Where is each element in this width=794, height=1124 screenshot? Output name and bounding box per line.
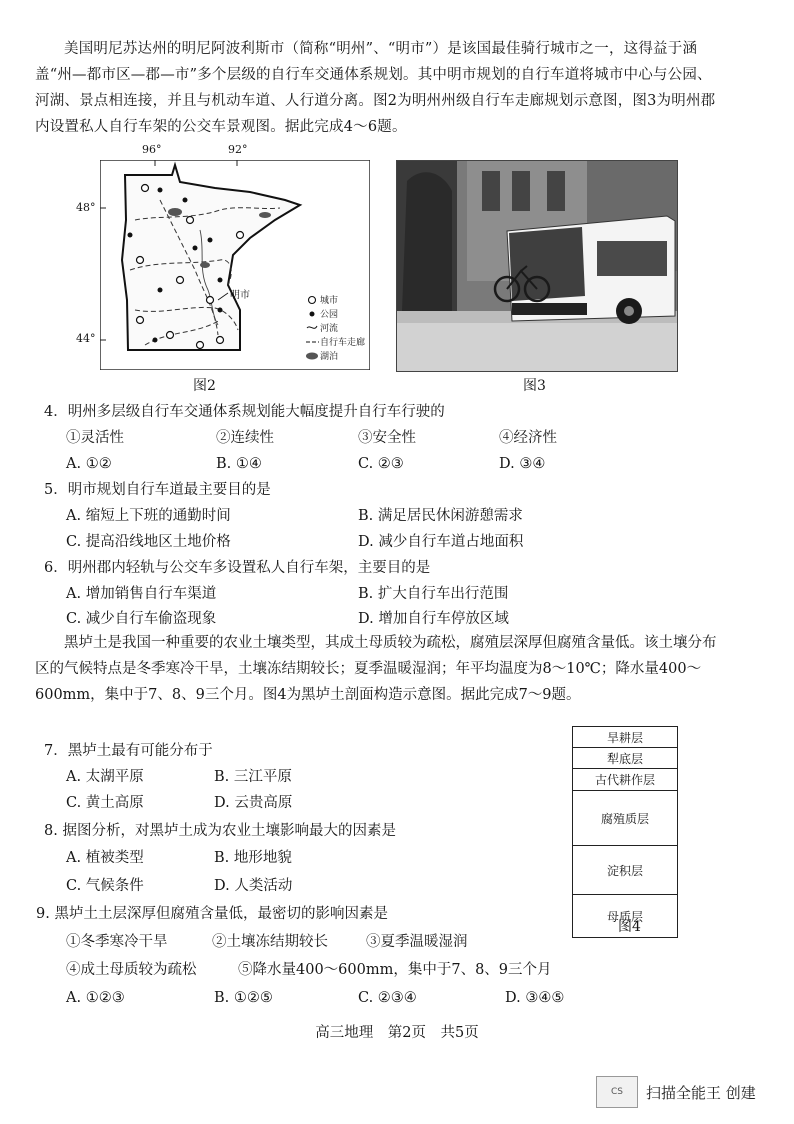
q6-option-a: A. 增加销售自行车渠道 [66,586,217,602]
lat-label-48: 48° [76,201,96,214]
lat-label-44: 44° [76,332,96,345]
q5-option-b: B. 满足居民休闲游憩需求 [358,508,523,524]
question-4-stem: 4．明州多层级自行车交通体系规划能大幅度提升自行车行驶的 [44,404,445,420]
q6-option-d: D. 增加自行车停放区域 [358,611,509,627]
map-figure [76,143,370,370]
soil-profile-figure [572,726,678,938]
soil-layer-plow-pan: 犁底层 [573,748,677,769]
q9-item-1: ①冬季寒冷干旱 [66,934,168,950]
q6-option-c: C. 减少自行车偷盗现象 [66,611,217,627]
q4-option-b: B. ①④ [216,456,262,472]
figure-4-caption: 图4 [618,919,641,935]
q5-option-d: D. 减少自行车道占地面积 [358,534,524,550]
q4-item-1: ①灵活性 [66,430,124,446]
question-8-stem: 8. 据图分析，对黑垆土成为农业土壤影响最大的因素是 [44,823,396,839]
q8-option-c: C. 气候条件 [66,878,144,894]
legend-park: 公园 [320,310,339,320]
watermark-label: 扫描全能王 创建 [646,1083,756,1102]
question-9-stem: 9. 黑垆土土层深厚但腐殖含量低，最密切的影响因素是 [36,906,388,922]
lon-label-92: 92° [228,143,248,156]
q4-item-4: ④经济性 [499,430,557,446]
bus-photo [396,160,678,372]
figure-2-caption: 图2 [193,378,216,394]
intro-paragraph-2: 黑垆土是我国一种重要的农业土壤类型，其成土母质较为疏松，腐殖层深厚但腐殖含量低。该土壤分布区的气候特点是冬季寒冷干旱，土壤冻结期较长；夏季温暖湿润；年平均温度为8～10℃；降水量400～600mm，集中于7、8、9三个月。图4为黑垆土剖面构造示意图。据此完成7～9题。 [35,635,717,703]
soil-layer-ancient-tillage: 古代耕作层 [573,769,677,791]
q9-option-a: A. ①②③ [66,990,125,1006]
q4-item-2: ②连续性 [216,430,274,446]
q5-option-c: C. 提高沿线地区土地价格 [66,534,231,550]
question-7-stem: 7．黑垆土最有可能分布于 [44,743,213,759]
intro-paragraph: 美国明尼苏达州的明尼阿波利斯市（简称“明州”、“明市”）是该国最佳骑行城市之一，这得益于涵盖“州—都市区—郡—市”多个层级的自行车交通体系规划。其中明市规划的自行车道将城市中心与公园、河湖、景点相连接，并且与机动车道、人行道分离。图2为明州州级自行车走廊规划示意图，图3为明州郡内设置私人自行车架的公交车景观图。据此完成4～6题。 [35,41,716,135]
q7-option-b: B. 三江平原 [214,769,292,785]
page-footer: 高三地理 第2页 共5页 [315,1025,479,1041]
soil-layer-dry-tillage: 旱耕层 [573,727,677,748]
q4-option-d: D. ③④ [499,456,546,472]
q9-option-b: B. ①②⑤ [214,990,273,1006]
question-5-stem: 5．明市规划自行车道最主要目的是 [44,482,271,498]
legend-lake: 湖泊 [320,352,339,362]
q9-option-d: D. ③④⑤ [505,990,565,1006]
legend-city: 城市 [320,296,339,306]
q9-item-2: ②土壤冻结期较长 [212,934,328,950]
q9-option-c: C. ②③④ [358,990,417,1006]
q9-item-3: ③夏季温暖湿润 [366,934,468,950]
soil-layer-parent-material: 母质层 [606,909,643,924]
q6-option-b: B. 扩大自行车出行范围 [358,586,509,602]
q7-option-c: C. 黄土高原 [66,795,144,811]
question-6-stem: 6．明州郡内轻轨与公交车多设置私人自行车架，主要目的是 [44,560,431,576]
q9-item-5: ⑤降水量400～600mm，集中于7、8、9三个月 [238,962,552,978]
q8-option-d: D. 人类活动 [214,878,293,894]
q9-item-4: ④成土母质较为疏松 [66,962,197,978]
legend-river: 河流 [320,324,339,334]
bus-photo-illustration [397,161,677,371]
camscanner-logo-icon: CS [596,1076,638,1108]
q7-option-d: D. 云贵高原 [214,795,293,811]
scanner-watermark [596,1076,756,1108]
q8-option-a: A. 植被类型 [66,850,144,866]
lon-label-96: 96° [142,143,162,156]
soil-layer-illuvial: 淀积层 [573,846,677,895]
q7-option-a: A. 太湖平原 [66,769,144,785]
q4-option-c: C. ②③ [358,456,404,472]
figure-3-caption: 图3 [523,378,546,394]
city-label: 明市 [230,290,250,301]
q8-option-b: B. 地形地貌 [214,850,292,866]
q4-option-a: A. ①② [66,456,112,472]
q5-option-a: A. 缩短上下班的通勤时间 [66,508,231,524]
q4-item-3: ③安全性 [358,430,416,446]
soil-layer-humus: 腐殖质层 [573,791,677,846]
legend-corridor: 自行车走廊 [320,338,366,348]
